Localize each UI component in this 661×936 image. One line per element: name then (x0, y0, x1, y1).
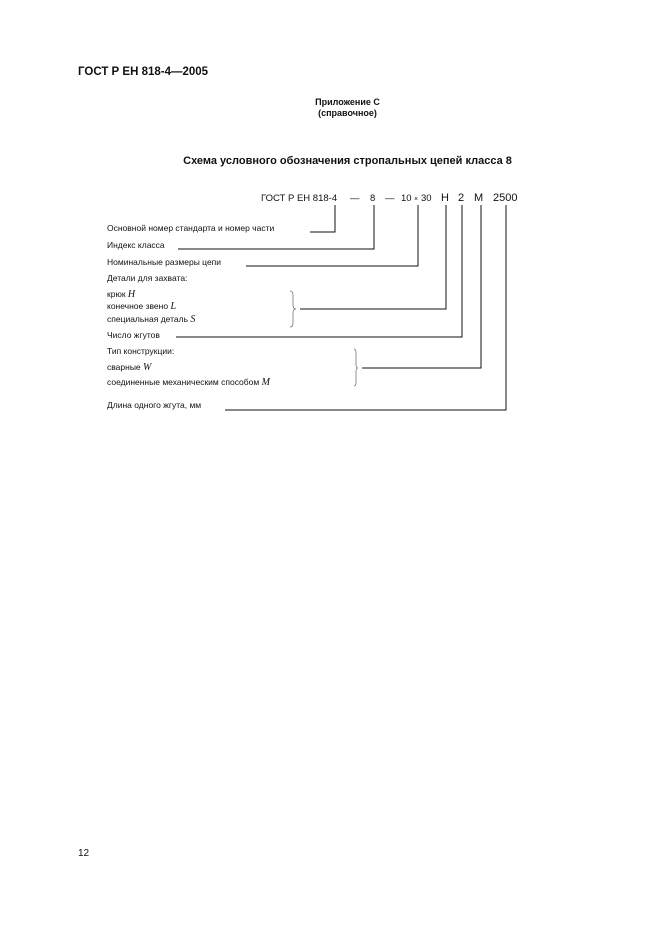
label-legs-count: Число жгутов (107, 330, 160, 340)
label-grade-index: Индекс класса (107, 240, 165, 250)
code-times: × (414, 196, 419, 203)
label-special-text: специальная деталь (107, 314, 189, 324)
code-prefix: ГОСТ Р ЕН 818-4 (261, 193, 338, 204)
label-hook-text: крюк (107, 289, 126, 299)
code-dash-1: — (350, 193, 360, 204)
label-standard-number: Основной номер стандарта и номер части (107, 223, 275, 233)
leader-standard-number (310, 205, 335, 232)
label-construction-title: Тип конструкции: (107, 346, 175, 356)
leader-legs-count (176, 205, 462, 337)
code-dash-2: — (385, 193, 395, 204)
scheme-title: Схема условного обозначения стропальных цепей класса 8 (183, 155, 512, 167)
appendix-title: Приложение С (315, 97, 380, 107)
code-grade: 8 (370, 193, 376, 204)
brace-construction (354, 349, 358, 386)
label-welded-text: сварные (107, 362, 141, 372)
label-end-link-text: конечное звено (107, 301, 169, 311)
label-end-link-code: L (170, 301, 177, 312)
label-mechanical-text: соединенные механическим способом (107, 377, 260, 387)
label-leg-length: Длина одного жгута, мм (107, 400, 202, 410)
label-special-code: S (190, 314, 196, 325)
page-number: 12 (78, 848, 90, 859)
document-header: ГОСТ Р ЕН 818-4—2005 (78, 66, 209, 78)
label-mechanical-code: M (261, 377, 270, 388)
label-hook-code: H (127, 289, 136, 300)
brace-fittings (290, 291, 296, 327)
leader-grade-index (178, 205, 374, 249)
appendix-subtitle: (справочное) (318, 108, 377, 118)
leader-construction (362, 205, 481, 368)
code-construction: M (474, 192, 484, 204)
code-fitting: H (441, 192, 449, 204)
code-dim-1: 10 (401, 193, 412, 204)
code-length: 2500 (493, 192, 518, 204)
label-welded-code: W (143, 362, 152, 373)
leader-fittings (300, 205, 446, 309)
code-legs: 2 (458, 192, 465, 204)
leader-nominal-size (246, 205, 418, 266)
code-dim-2: 30 (421, 193, 432, 204)
label-nominal-size: Номинальные размеры цепи (107, 257, 222, 267)
label-fittings-title: Детали для захвата: (107, 273, 188, 283)
leader-leg-length (225, 205, 506, 410)
